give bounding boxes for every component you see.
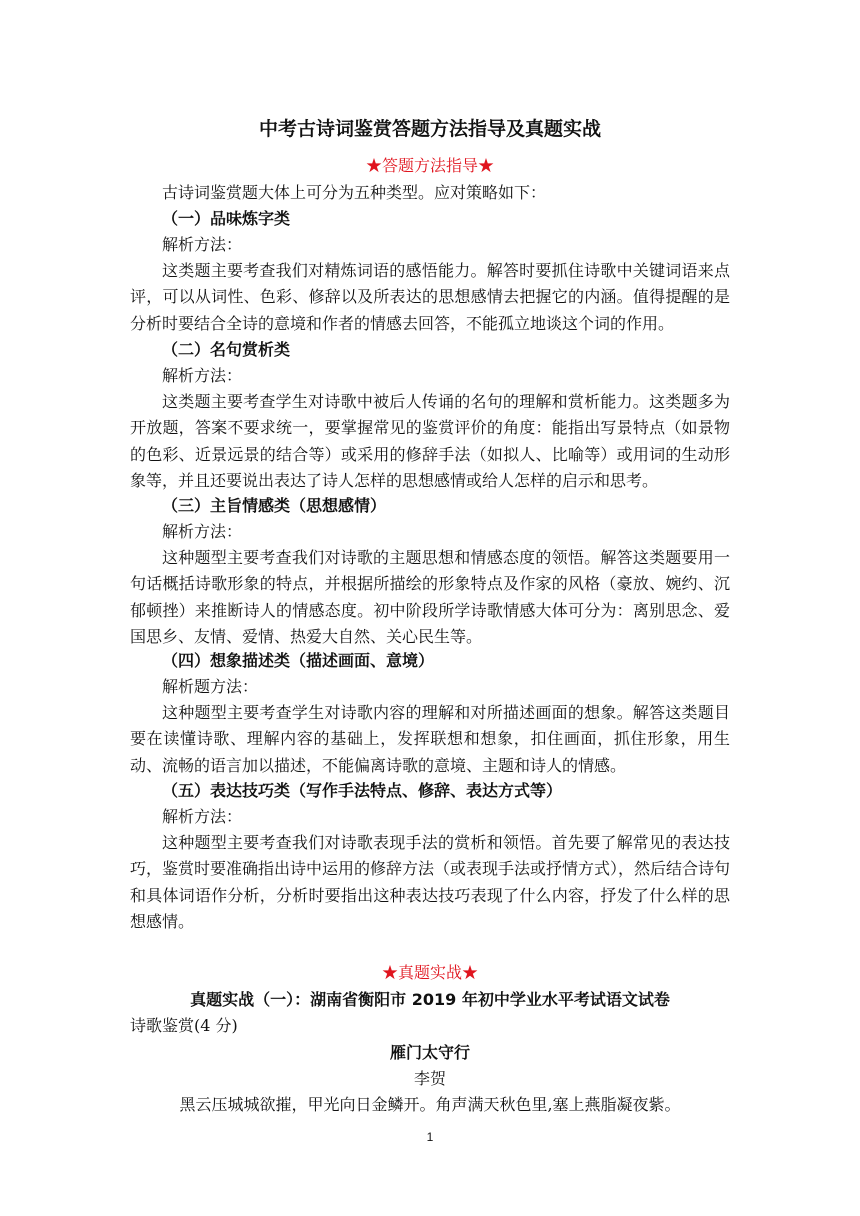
section-3-label: 解析方法： xyxy=(162,522,243,541)
section-3-heading: （三）主旨情感类（思想感情） xyxy=(162,496,387,515)
practice-heading: ★真题实战★ xyxy=(381,963,478,982)
section-4-heading: （四）想象描述类（描述画面、意境） xyxy=(162,651,435,670)
section-2-heading: （二）名句赏析类 xyxy=(162,340,291,359)
section-1-label: 解析方法： xyxy=(162,235,243,254)
section-2-text: 这类题主要考查学生对诗歌中被后人传诵的名句的理解和赏析能力。这类题多为开放题，答案不要求统一，要掌握常见的鉴赏评价的角度：能指出写景特点（如景物的色彩、近景远景的结合等）或采用的修辞手法（如拟人、比喻等）或用词的生动形象等，并且还要说出表达了诗人怎样的思想感情或给人怎样的启示和思考。 xyxy=(130,392,730,491)
poem-title: 雁门太守行 xyxy=(389,1043,470,1062)
intro-text: 古诗词鉴赏题大体上可分为五种类型。应对策略如下： xyxy=(162,183,547,202)
section-1-heading: （一）品味炼字类 xyxy=(162,209,291,228)
poem-author: 李贺 xyxy=(413,1069,446,1088)
question-label: 诗歌鉴赏(4 分) xyxy=(130,1016,238,1035)
section-4-text: 这种题型主要考查学生对诗歌内容的理解和对所描述画面的想象。解答这类题目要在读懂诗歌、理解内容的基础上，发挥联想和想象，扣住画面，抓住形象，用生动、流畅的语言加以描述，不能偏离诗歌的意境、主题和诗人的情感。 xyxy=(130,703,730,775)
document-title: 中考古诗词鉴赏答题方法指导及真题实战 xyxy=(258,118,601,140)
section-5-heading: （五）表达技巧类（写作手法特点、修辞、表达方式等） xyxy=(162,781,563,800)
method-heading: ★答题方法指导★ xyxy=(365,156,494,175)
section-2-label: 解析方法： xyxy=(162,366,243,385)
section-3-text: 这种题型主要考查我们对诗歌的主题思想和情感态度的领悟。解答这类题要用一句话概括诗歌形象的特点，并根据所描绘的形象特点及作家的风格（豪放、婉约、沉郁顿挫）来推断诗人的情感态度。初中阶段所学诗歌情感大体可分为：离别思念、爱国思乡、友情、爱情、热爱大自然、关心民生等。 xyxy=(130,548,730,647)
practice-title: 真题实战（一）：湖南省衡阳市 2019 年初中学业水平考试语文试卷 xyxy=(190,990,670,1009)
section-5-label: 解析方法： xyxy=(162,807,243,826)
section-4-label: 解析题方法： xyxy=(162,677,259,696)
poem-line: 黑云压城城欲摧，甲光向日金鳞开。角声满天秋色里,塞上燕脂凝夜紫。 xyxy=(179,1095,681,1114)
section-1-text: 这类题主要考查我们对精炼词语的感悟能力。解答时要抓住诗歌中关键词语来点评，可以从词性、色彩、修辞以及所表达的思想感情去把握它的内涵。值得提醒的是分析时要结合全诗的意境和作者的情感去回答，不能孤立地谈这个词的作用。 xyxy=(130,261,730,333)
section-5-text: 这种题型主要考查我们对诗歌表现手法的赏析和领悟。首先要了解常见的表达技巧，鉴赏时要准确指出诗中运用的修辞方法（或表现手法或抒情方式），然后结合诗句和具体词语作分析，分析时要指出这种表达技巧表现了什么内容，抒发了什么样的思想感情。 xyxy=(130,833,731,932)
page-number: 1 xyxy=(426,1130,434,1144)
